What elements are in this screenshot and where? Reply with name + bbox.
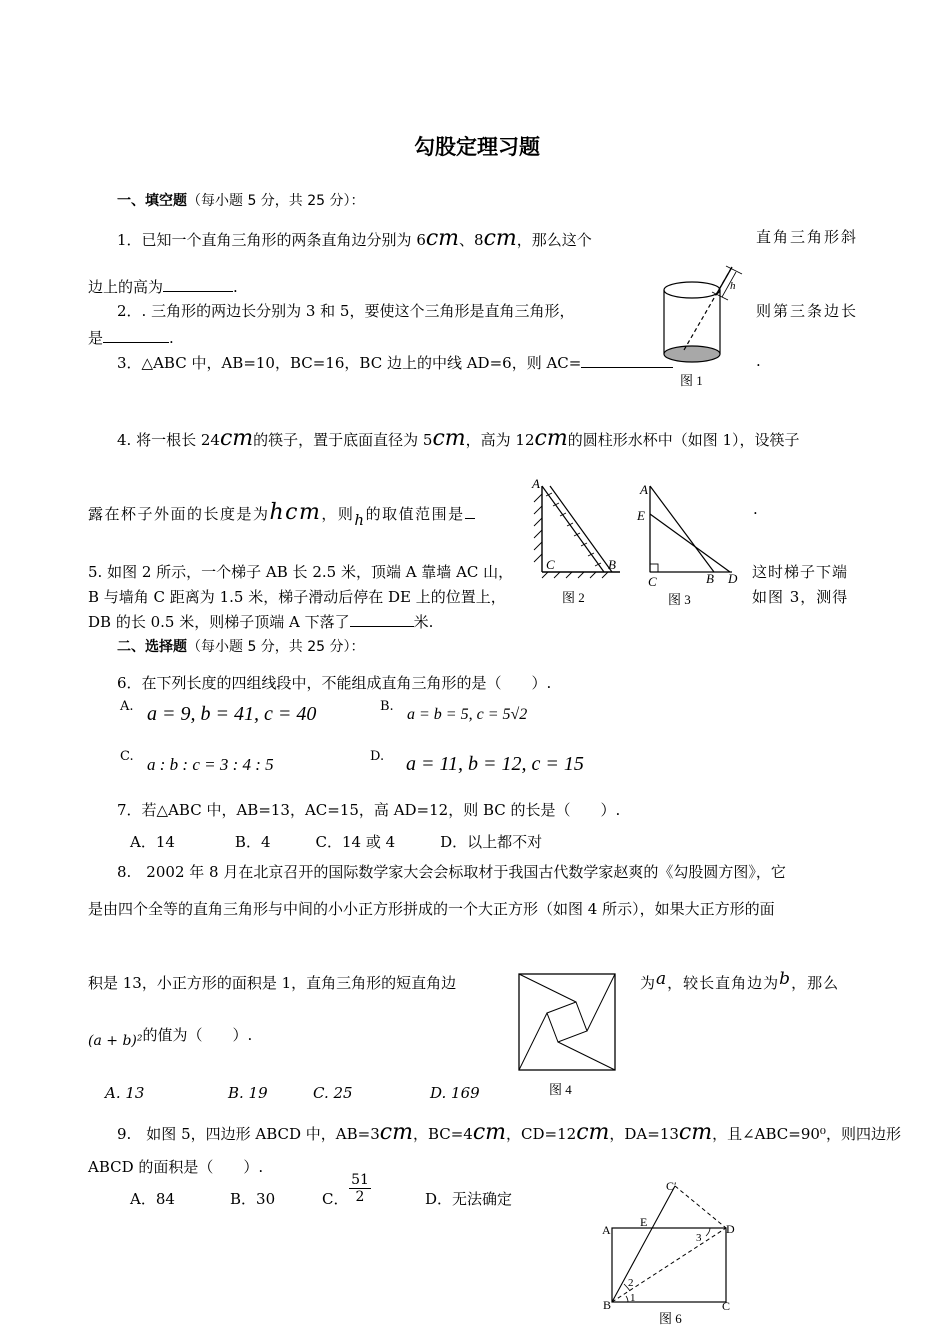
unit-cm: cm xyxy=(534,426,568,451)
question-8-line-4 xyxy=(88,1024,253,1049)
q7-options: A．14 B．4 C．14 或 4 D．以上都不对 xyxy=(130,833,543,851)
q1-text-c: ，那么这个 xyxy=(516,231,592,249)
answer-blank[interactable] xyxy=(465,504,475,519)
fig6-label-angle-2: 2 xyxy=(628,1277,634,1289)
q9-text-f: ABCD 的面积是（ ）. xyxy=(88,1158,264,1176)
q4-text-j: . xyxy=(753,500,758,518)
fig2-label-b: B xyxy=(608,557,616,572)
q3-text-b: . xyxy=(756,352,761,370)
figure-3-caption: 图 3 xyxy=(668,592,691,607)
q4-var-hcm: hcm xyxy=(269,500,322,525)
answer-blank[interactable] xyxy=(163,277,233,292)
q8-var-a: a xyxy=(656,969,668,989)
fig6-label-angle-3: 3 xyxy=(696,1232,702,1244)
question-3 xyxy=(117,352,673,373)
q8-text-f: ，较长直角边为 xyxy=(667,974,780,992)
q4-var-h: h xyxy=(354,511,366,529)
section-2-heading xyxy=(117,636,365,656)
q9-option-b: B．30 xyxy=(230,1190,276,1208)
q9-option-c-label: C． xyxy=(322,1190,349,1208)
q8-option-b: B. 19 xyxy=(228,1084,268,1102)
figure-4 xyxy=(515,970,619,1100)
fig3-label-d: D xyxy=(728,571,738,586)
fig3-label-e: E xyxy=(637,508,645,523)
fraction-numerator: 51 xyxy=(351,1172,369,1188)
figure-3 xyxy=(632,474,742,614)
q2-text-c: 是 xyxy=(88,329,104,347)
section-2-note: （每小题 5 分，共 25 分）： xyxy=(187,639,365,655)
q6-option-a-expr: a = 9, b = 41, c = 40 xyxy=(147,703,317,725)
question-8-line-3-right xyxy=(640,969,840,993)
question-4-line-1 xyxy=(117,426,800,451)
q8-var-b: b xyxy=(779,969,792,989)
q8-option-a: A. 13 xyxy=(105,1084,145,1102)
q9-text-e: ，且∠ABC=90⁰，则四边形 xyxy=(712,1125,901,1143)
fig6-label-a: A xyxy=(602,1223,611,1237)
figure-4-caption: 图 4 xyxy=(549,1082,572,1097)
fig6-label-e: E xyxy=(640,1215,648,1229)
fig6-label-b: B xyxy=(603,1298,612,1312)
q9-text-d: ，DA=13 xyxy=(609,1125,679,1143)
q6-stem: 6．在下列长度的四组线段中，不能组成直角三角形的是（ ）. xyxy=(117,674,552,692)
figure-2-caption: 图 2 xyxy=(562,590,585,605)
fig2-label-a: A xyxy=(532,476,540,491)
fig6-label-c: C xyxy=(722,1299,731,1313)
figure-6-caption: 图 6 xyxy=(659,1311,682,1326)
q5-text-c: B 与墙角 C 距离为 1.5 米，梯子滑动后停在 DE 上的位置上， xyxy=(88,588,506,606)
fig3-label-a: A xyxy=(640,482,648,497)
q9-text-b: ，BC=4 xyxy=(412,1125,473,1143)
q6-option-c-label: C. xyxy=(120,749,134,764)
fig3-label-c: C xyxy=(648,574,657,589)
q8-text-d: 为 xyxy=(640,974,657,992)
q6-option-d-label: D. xyxy=(370,749,385,764)
unit-cm: cm xyxy=(678,1120,713,1145)
q4-text-a: 4. 将一根长 24 xyxy=(117,431,220,449)
page-title: 勾股定理习题 xyxy=(414,135,540,159)
q8-option-c: C. 25 xyxy=(313,1084,353,1102)
q4-text-i: 的取值范围是 xyxy=(365,505,465,523)
q4-text-d: 的圆柱形水杯中（如图 1），设筷子 xyxy=(567,431,800,449)
q6-option-d-expr: a = 11, b = 12, c = 15 xyxy=(406,753,584,775)
q5-text-e: DB 的长 0.5 米，则梯子顶端 A 下落了 xyxy=(88,613,350,631)
question-4-line-2 xyxy=(88,500,475,529)
q8-text-b: 是由四个全等的直角三角形与中间的小小正方形拼成的一个大正方形（如图 4 所示），如果大正方形的面 xyxy=(88,900,775,918)
q2-text-d: . xyxy=(169,329,174,347)
q8-text-c: 积是 13，小正方形的面积是 1，直角三角形的短直角边 xyxy=(88,974,457,992)
q4-text-g: ，则 xyxy=(321,505,355,523)
q3-text-a: 3．△ABC 中，AB=10，BC=16，BC 边上的中线 AD=6，则 AC= xyxy=(117,354,582,372)
q1-text-d: 直角三角形斜 xyxy=(756,228,859,246)
fig3-label-b: B xyxy=(706,571,714,586)
q9-text-a: 9. 如图 5，四边形 ABCD 中，AB=3 xyxy=(117,1125,380,1143)
figure-1-caption: 图 1 xyxy=(680,373,703,388)
unit-cm: cm xyxy=(425,226,460,251)
figure-6 xyxy=(596,1178,746,1338)
q4-text-e: 露在杯子外面的长度是为 xyxy=(88,505,270,523)
fig2-label-c: C xyxy=(546,557,555,572)
q4-text-b: 的筷子，置于底面直径为 5 xyxy=(253,431,433,449)
q1-text-b: 、8 xyxy=(459,231,484,249)
fig1-label-h: h xyxy=(730,280,736,292)
q5-text-d: 如图 3，测得 xyxy=(752,588,849,606)
q2-text-a: 2．. 三角形的两边长分别为 3 和 5，要使这个三角形是直角三角形， xyxy=(117,302,575,320)
unit-cm: cm xyxy=(379,1120,413,1145)
q8-text-a: 8. 2002 年 8 月在北京召开的国际数学家大会会标取材于我国古代数学家赵爽的《勾股圆方图》，它 xyxy=(117,863,786,881)
figure-1 xyxy=(650,262,750,392)
answer-blank[interactable] xyxy=(103,328,169,343)
unit-cm: cm xyxy=(483,226,517,251)
section-1-note: （每小题 5 分，共 25 分）： xyxy=(187,193,365,209)
q1-text-e: 边上的高为 xyxy=(88,278,164,296)
question-9-line-1 xyxy=(117,1120,901,1145)
fig6-label-d: D xyxy=(726,1222,735,1236)
unit-cm: cm xyxy=(472,1120,507,1145)
question-1-line-1 xyxy=(117,226,592,251)
section-2-label: 二、选择题 xyxy=(117,639,187,655)
unit-cm: cm xyxy=(576,1120,610,1145)
q5-text-a: 5. 如图 2 所示，一个梯子 AB 长 2.5 米，顶端 A 靠墙 AC 山， xyxy=(88,563,514,581)
answer-blank[interactable] xyxy=(350,612,414,627)
q8-option-d: D. 169 xyxy=(430,1084,480,1102)
q6-option-b-expr: a = b = 5, c = 5√2 xyxy=(407,706,528,723)
fig6-label-c-prime: C′ xyxy=(666,1179,677,1193)
q9-option-c-fraction xyxy=(349,1172,371,1205)
fig6-label-angle-1: 1 xyxy=(630,1292,636,1304)
section-1-label: 一、填空题 xyxy=(117,193,187,209)
q9-text-c: ，CD=12 xyxy=(506,1125,577,1143)
question-1-line-2 xyxy=(88,276,238,297)
unit-cm: cm xyxy=(219,426,254,451)
q2-text-b: 则第三条边长 xyxy=(756,302,859,320)
q9-option-a: A．84 xyxy=(130,1190,175,1208)
q1-text-f: . xyxy=(233,278,238,296)
q6-option-b-label: B. xyxy=(380,699,394,714)
q6-option-a-label: A. xyxy=(120,699,134,714)
q6-option-c-expr: a : b : c = 3 : 4 : 5 xyxy=(147,755,274,774)
q7-stem: 7．若△ABC 中，AB=13，AC=15，高 AD=12，则 BC 的长是（ ）. xyxy=(117,801,621,819)
section-1-heading xyxy=(117,190,365,210)
question-2-line-2 xyxy=(88,327,174,348)
q5-text-b: 这时梯子下端 xyxy=(752,563,849,581)
q1-text-a: 1．已知一个直角三角形的两条直角边分别为 6 xyxy=(117,231,426,249)
q4-text-c: ，高为 12 xyxy=(465,431,535,449)
q8-text-j: 的值为（ ）. xyxy=(142,1026,253,1044)
q8-text-h: ，那么 xyxy=(791,974,840,992)
question-5-line-3 xyxy=(88,611,433,632)
unit-cm: cm xyxy=(432,426,466,451)
q5-text-f: 米. xyxy=(413,613,434,631)
figure-2 xyxy=(528,474,620,614)
q9-option-d: D．无法确定 xyxy=(425,1190,513,1208)
q8-expr: (a + b)² xyxy=(88,1033,143,1049)
fraction-denominator: 2 xyxy=(349,1188,371,1205)
